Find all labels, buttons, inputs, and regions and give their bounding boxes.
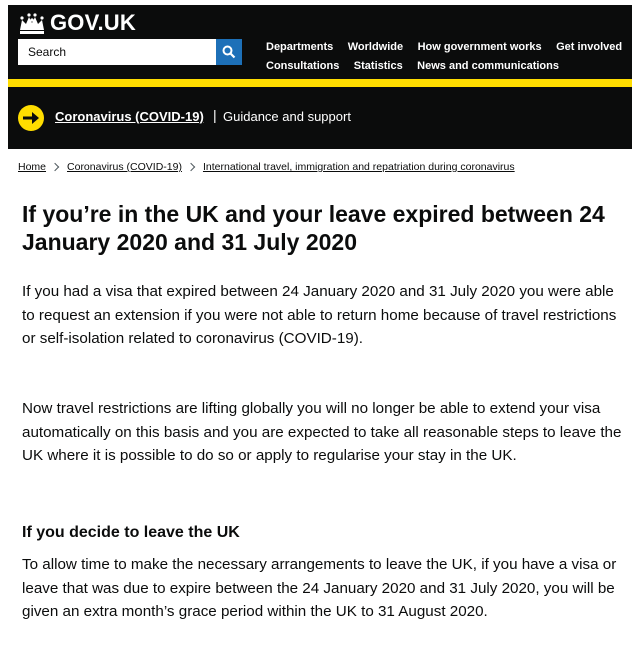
search-button[interactable] (216, 39, 242, 65)
nav-link-how-government-works[interactable]: How government works (417, 41, 542, 53)
nav-link-news-and-communications[interactable]: News and communications (417, 60, 559, 72)
nav-link-get-involved[interactable]: Get involved (556, 41, 623, 53)
covid-banner-text: Guidance and support (223, 109, 351, 124)
search-icon (222, 45, 236, 59)
header-divider (8, 79, 632, 87)
nav-link-statistics[interactable]: Statistics (353, 60, 403, 72)
covid-banner-link[interactable]: Coronavirus (COVID-19) (55, 109, 204, 124)
body-paragraph-1: If you had a visa that expired between 24 January 2020 and 31 July 2020 you were able to request an extension if you were not able to return home because of travel restrictions or self-isolation related to coronavirus (COVID-19). (22, 283, 617, 347)
search-form (18, 39, 242, 65)
crown-icon (18, 11, 46, 35)
breadcrumb (18, 161, 515, 173)
breadcrumb-international-travel[interactable]: International travel, immigration and repatriation during coronavirus (202, 161, 515, 173)
arrow-right-circle-icon (18, 105, 44, 131)
body-paragraph-2: Now travel restrictions are lifting globally you will no longer be able to extend your visa automatically on this basis and you are expected to take all reasonable steps to leave the UK where it is possible to do so or apply to regularise your stay in the UK. (22, 400, 622, 464)
search-input[interactable] (18, 39, 216, 65)
logo-text: GOV.UK (50, 10, 136, 35)
site-header (8, 5, 632, 87)
chevron-right-icon (187, 163, 195, 171)
body-paragraph-3: To allow time to make the necessary arrangements to leave the UK, if you have a visa or leave that was due to expire between the 24 January 2020 and 31 July 2020, you will be given an extra month’s grace period within the UK to 31 August 2020. (22, 556, 617, 620)
section-heading: If you decide to leave the UK (22, 524, 240, 541)
breadcrumb-home[interactable]: Home (18, 161, 47, 173)
breadcrumb-coronavirus[interactable]: Coronavirus (COVID-19) (67, 161, 182, 173)
nav-link-consultations[interactable]: Consultations (266, 60, 340, 72)
page (8, 5, 632, 653)
chevron-right-icon (51, 163, 59, 171)
nav-link-departments[interactable]: Departments (266, 41, 334, 53)
covid-banner-separator: | (213, 107, 217, 123)
govuk-logo-link[interactable] (18, 10, 136, 36)
covid-banner (8, 87, 632, 149)
nav-link-worldwide[interactable]: Worldwide (347, 41, 404, 53)
top-navigation (266, 37, 636, 75)
page-title: If you’re in the UK and your leave expired between 24 January 2020 and 31 July 2020 (22, 201, 605, 255)
